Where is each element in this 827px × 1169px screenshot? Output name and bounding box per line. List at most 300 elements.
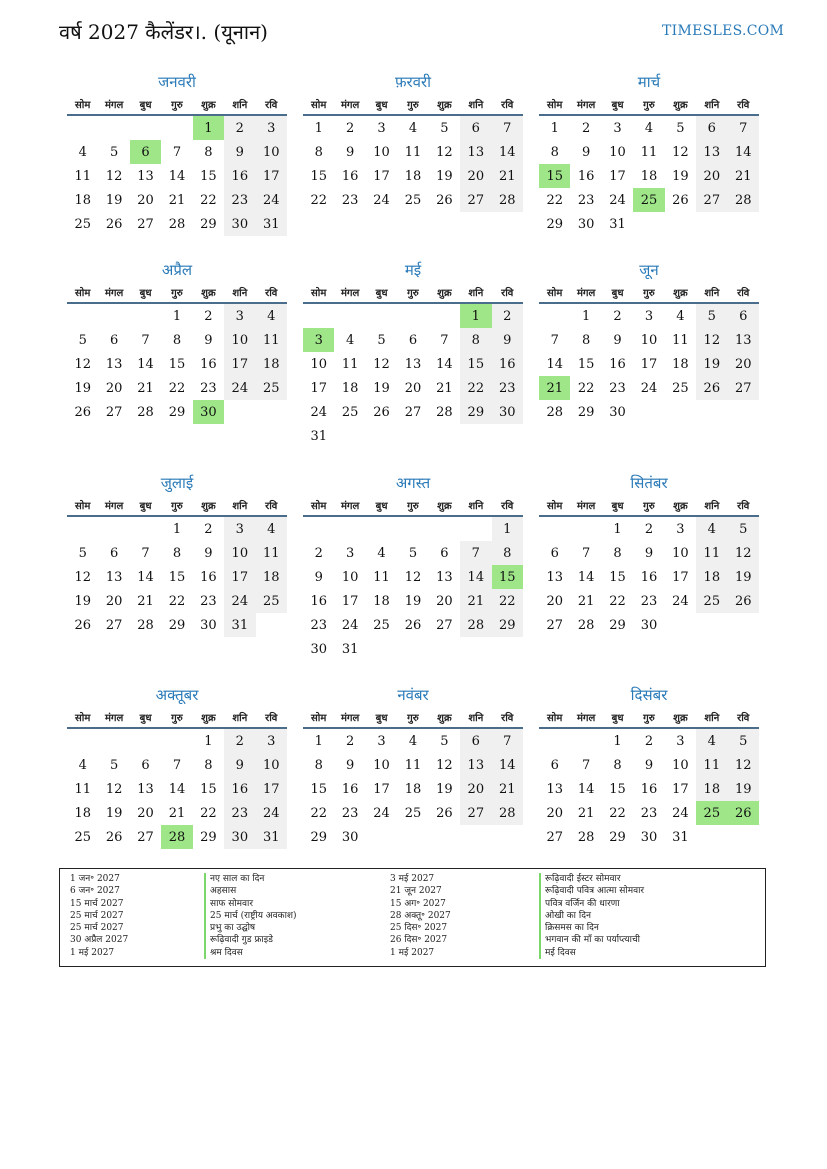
holiday-date: 3 मई 2027 [390, 874, 435, 884]
day-cell: 13 [105, 356, 123, 372]
day-cell: 11 [74, 168, 91, 184]
day-cell: 22 [609, 805, 626, 821]
weekday-label: रवि [501, 100, 514, 111]
weekday-label: बुध [611, 100, 624, 111]
day-cell: 10 [341, 569, 359, 585]
holiday-name: भगवान की माँ का पर्याप्त्याची [539, 934, 644, 946]
holiday-name: ओखी का दिन [539, 910, 644, 922]
day-cell: 16 [341, 781, 359, 797]
day-cell: 23 [577, 192, 595, 208]
day-cell: 15 [609, 781, 626, 797]
month-calendar [67, 260, 287, 424]
weekday-label: बुध [375, 288, 388, 299]
day-cell: 26 [436, 805, 453, 821]
day-cell: 20 [460, 164, 491, 188]
day-cell: 5 [728, 517, 759, 541]
month-calendar [303, 260, 523, 448]
day-cell: 16 [492, 352, 523, 376]
day-cell: 22 [310, 805, 327, 821]
holiday-date: 30 अप्रैल 2027 [70, 935, 129, 946]
day-cell: 22 [546, 192, 563, 208]
day-cell: 15 [310, 168, 327, 184]
holiday-day-cell: 30 [193, 400, 224, 424]
day-cell: 23 [224, 188, 255, 212]
weekday-label: मंगल [576, 713, 596, 724]
day-cell: 12 [728, 753, 759, 777]
day-cell: 5 [109, 144, 119, 160]
day-cell: 14 [728, 140, 759, 164]
empty-cell [98, 304, 129, 328]
day-cell: 12 [436, 144, 453, 160]
day-cell: 6 [109, 332, 119, 348]
empty-cell [366, 517, 397, 541]
holiday-date: 26 दिस॰ 2027 [390, 935, 448, 946]
weekday-label: बुध [139, 100, 152, 111]
weekday-label: शनि [704, 713, 720, 724]
weekday-label: बुध [611, 713, 624, 724]
day-cell: 22 [577, 380, 595, 396]
page-title: वर्ष 2027 कैलेंडर।. (यूनान) [59, 20, 268, 44]
empty-cell [67, 116, 98, 140]
empty-cell [366, 304, 397, 328]
month-name: जून [639, 261, 659, 279]
holiday-dates-col2 [390, 873, 451, 959]
day-cell: 5 [440, 120, 449, 136]
empty-cell [460, 517, 491, 541]
day-cell: 7 [172, 757, 182, 773]
day-cell: 21 [168, 192, 186, 208]
day-cell: 27 [546, 829, 563, 845]
day-cell: 28 [577, 617, 595, 633]
holiday-name: रूढ़िवादी गुड फ्राइडे [204, 934, 297, 946]
holiday-name: साफ सोमवार [204, 898, 297, 910]
day-cell: 19 [672, 168, 689, 184]
day-cell: 8 [314, 757, 323, 773]
day-cell: 28 [137, 404, 154, 420]
day-cell: 10 [373, 757, 390, 773]
day-cell: 1 [492, 517, 523, 541]
day-cell: 21 [436, 380, 453, 396]
weekday-label: गुरु [643, 288, 655, 299]
day-cell: 14 [168, 781, 186, 797]
day-cell: 19 [728, 777, 759, 801]
month-calendar [539, 72, 759, 236]
day-grid [67, 304, 287, 424]
day-cell: 16 [224, 164, 255, 188]
day-cell: 13 [460, 753, 491, 777]
weekday-label: शुक्र [437, 713, 452, 724]
weekday-label: बुध [611, 501, 624, 512]
day-cell: 3 [224, 304, 255, 328]
holiday-names-col2 [539, 873, 644, 959]
day-cell: 14 [577, 781, 595, 797]
weekday-label: शुक्र [201, 713, 216, 724]
day-cell: 21 [137, 380, 154, 396]
day-cell: 14 [137, 569, 154, 585]
day-cell: 25 [74, 829, 91, 845]
day-cell: 19 [105, 192, 123, 208]
day-cell: 6 [141, 757, 150, 773]
day-cell: 16 [640, 781, 658, 797]
weekday-label: गुरु [171, 713, 183, 724]
day-cell: 4 [676, 308, 685, 324]
weekday-label: सोम [75, 100, 91, 111]
day-cell: 29 [168, 617, 186, 633]
day-cell: 9 [224, 753, 255, 777]
empty-cell [539, 517, 570, 541]
weekday-label: सोम [75, 288, 91, 299]
day-cell: 4 [408, 120, 418, 136]
day-cell: 7 [492, 729, 523, 753]
day-cell: 13 [460, 140, 491, 164]
day-cell: 13 [105, 569, 123, 585]
day-cell: 3 [256, 116, 287, 140]
holiday-day-cell: 3 [303, 328, 334, 352]
day-grid [539, 116, 759, 236]
day-cell: 1 [314, 120, 323, 136]
day-cell: 21 [137, 593, 154, 609]
weekday-label: गुरु [171, 288, 183, 299]
site-link[interactable]: TIMESLES.COM [662, 23, 785, 39]
day-cell: 19 [404, 593, 422, 609]
month-name: सितंबर [630, 474, 668, 492]
holiday-date: 1 मई 2027 [390, 947, 435, 958]
day-cell: 18 [696, 777, 727, 801]
weekday-label: शनि [468, 501, 484, 512]
month-calendar [67, 72, 287, 236]
day-cell: 13 [696, 140, 727, 164]
day-cell: 31 [256, 212, 287, 236]
day-cell: 23 [341, 805, 359, 821]
day-cell: 14 [492, 140, 523, 164]
day-cell: 1 [613, 521, 622, 537]
day-grid [67, 729, 287, 849]
day-cell: 26 [105, 829, 123, 845]
day-cell: 26 [105, 216, 123, 232]
day-cell: 8 [204, 757, 213, 773]
weekday-label: गुरु [407, 100, 419, 111]
weekday-label: शनि [704, 288, 720, 299]
day-cell: 22 [168, 380, 186, 396]
month-calendar [303, 473, 523, 661]
day-cell: 30 [224, 212, 255, 236]
day-cell: 3 [676, 733, 685, 749]
weekday-label: रवि [737, 501, 750, 512]
weekday-label: शुक्र [201, 501, 216, 512]
weekday-label: मंगल [104, 501, 124, 512]
holiday-day-cell: 15 [492, 565, 523, 589]
empty-cell [130, 304, 161, 328]
weekday-label: मंगल [576, 288, 596, 299]
weekday-label: गुरु [407, 501, 419, 512]
day-cell: 14 [577, 569, 595, 585]
day-cell: 8 [492, 541, 523, 565]
day-cell: 31 [224, 613, 255, 637]
day-cell: 10 [224, 541, 255, 565]
day-cell: 26 [74, 617, 91, 633]
day-cell: 24 [310, 404, 327, 420]
day-cell: 9 [581, 144, 591, 160]
empty-cell [429, 517, 460, 541]
day-cell: 29 [546, 216, 563, 232]
day-cell: 22 [609, 593, 626, 609]
day-cell: 10 [672, 757, 689, 773]
month-calendar [539, 685, 759, 849]
day-cell: 5 [109, 757, 119, 773]
day-cell: 17 [373, 168, 390, 184]
day-cell: 19 [436, 168, 453, 184]
weekday-label: सोम [547, 288, 563, 299]
weekday-label: सोम [75, 501, 91, 512]
weekday-label: बुध [611, 288, 624, 299]
day-cell: 4 [696, 729, 727, 753]
day-cell: 3 [377, 120, 386, 136]
day-cell: 1 [613, 733, 622, 749]
day-cell: 7 [172, 144, 182, 160]
day-cell: 19 [436, 781, 453, 797]
day-cell: 19 [74, 593, 91, 609]
day-cell: 3 [377, 733, 386, 749]
day-cell: 5 [728, 729, 759, 753]
day-cell: 13 [546, 781, 563, 797]
weekday-label: मंगल [340, 713, 360, 724]
day-cell: 13 [436, 569, 453, 585]
day-grid [67, 517, 287, 637]
weekday-label: गुरु [643, 713, 655, 724]
day-cell: 9 [613, 332, 622, 348]
day-cell: 22 [168, 593, 186, 609]
day-cell: 10 [609, 144, 626, 160]
day-cell: 23 [640, 805, 658, 821]
weekday-header [303, 97, 523, 116]
day-cell: 13 [137, 781, 154, 797]
day-cell: 11 [256, 541, 287, 565]
weekday-label: शुक्र [437, 100, 452, 111]
day-cell: 11 [74, 781, 91, 797]
day-cell: 31 [672, 829, 689, 845]
day-cell: 30 [310, 641, 327, 657]
day-cell: 29 [460, 400, 491, 424]
day-cell: 11 [404, 757, 422, 773]
day-cell: 2 [204, 521, 213, 537]
holiday-date: 21 जून 2027 [390, 886, 442, 897]
month-calendar [303, 72, 523, 212]
weekday-label: सोम [547, 100, 563, 111]
day-cell: 3 [256, 729, 287, 753]
day-cell: 29 [200, 829, 217, 845]
day-cell: 6 [550, 757, 559, 773]
weekday-header [539, 498, 759, 517]
day-cell: 26 [404, 617, 422, 633]
day-cell: 25 [404, 192, 422, 208]
weekday-label: बुध [375, 100, 388, 111]
day-cell: 2 [345, 733, 355, 749]
day-cell: 29 [310, 829, 327, 845]
weekday-label: रवि [737, 288, 750, 299]
day-cell: 12 [373, 356, 390, 372]
weekday-label: शनि [232, 713, 248, 724]
month-name: अप्रैल [161, 261, 193, 279]
day-cell: 16 [200, 569, 217, 585]
day-cell: 15 [460, 352, 491, 376]
empty-cell [397, 304, 428, 328]
day-cell: 20 [105, 380, 123, 396]
day-cell: 2 [492, 304, 523, 328]
day-cell: 5 [78, 332, 87, 348]
day-cell: 12 [696, 328, 727, 352]
weekday-label: शनि [468, 288, 484, 299]
day-cell: 15 [168, 569, 186, 585]
day-cell: 17 [341, 593, 359, 609]
weekday-label: गुरु [643, 100, 655, 111]
day-cell: 30 [224, 825, 255, 849]
day-cell: 26 [672, 192, 689, 208]
weekday-label: रवि [265, 288, 278, 299]
day-cell: 20 [728, 352, 759, 376]
holiday-date: 15 मार्च 2027 [70, 898, 124, 909]
holiday-day-cell: 21 [539, 376, 570, 400]
day-cell: 30 [200, 617, 217, 633]
day-cell: 17 [373, 781, 390, 797]
holiday-name: पवित्र वर्जिन की धारणा [539, 898, 644, 910]
day-cell: 18 [256, 565, 287, 589]
day-cell: 7 [581, 545, 591, 561]
holiday-name: नए साल का दिन [204, 873, 297, 885]
day-cell: 17 [256, 777, 287, 801]
day-cell: 10 [224, 328, 255, 352]
day-cell: 21 [577, 593, 595, 609]
holiday-date: 25 मार्च 2027 [70, 923, 124, 934]
weekday-label: रवि [737, 100, 750, 111]
weekday-label: रवि [501, 713, 514, 724]
empty-cell [303, 517, 334, 541]
holiday-date: 25 मार्च 2027 [70, 910, 124, 921]
day-cell: 17 [640, 356, 658, 372]
day-cell: 24 [256, 801, 287, 825]
day-cell: 8 [172, 545, 182, 561]
day-cell: 30 [492, 400, 523, 424]
day-cell: 19 [728, 565, 759, 589]
day-cell: 19 [373, 380, 390, 396]
month-calendar [303, 685, 523, 849]
day-cell: 12 [404, 569, 422, 585]
day-cell: 14 [492, 753, 523, 777]
day-cell: 31 [310, 428, 327, 444]
weekday-label: गुरु [171, 100, 183, 111]
day-cell: 5 [440, 733, 449, 749]
day-cell: 1 [204, 733, 213, 749]
weekday-header [67, 710, 287, 729]
weekday-header [303, 710, 523, 729]
weekday-label: सोम [547, 501, 563, 512]
holiday-date: 6 जन॰ 2027 [70, 886, 120, 897]
day-grid [303, 304, 523, 448]
day-cell: 21 [460, 589, 491, 613]
holiday-day-cell: 15 [539, 164, 570, 188]
day-cell: 30 [640, 829, 658, 845]
day-cell: 22 [460, 376, 491, 400]
weekday-label: गुरु [407, 288, 419, 299]
day-cell: 4 [696, 517, 727, 541]
day-cell: 9 [224, 140, 255, 164]
holiday-date: 1 मई 2027 [70, 947, 115, 958]
day-cell: 28 [546, 404, 563, 420]
weekday-label: सोम [311, 501, 327, 512]
day-cell: 16 [224, 777, 255, 801]
weekday-label: मंगल [340, 100, 360, 111]
empty-cell [539, 729, 570, 753]
month-calendar [67, 685, 287, 849]
weekday-label: शनि [232, 100, 248, 111]
day-cell: 3 [224, 517, 255, 541]
holiday-date: 25 दिस॰ 2027 [390, 923, 448, 934]
day-cell: 8 [460, 328, 491, 352]
day-cell: 24 [373, 805, 390, 821]
day-cell: 25 [404, 805, 422, 821]
empty-cell [429, 304, 460, 328]
day-cell: 23 [224, 801, 255, 825]
weekday-label: शुक्र [201, 100, 216, 111]
weekday-label: बुध [139, 713, 152, 724]
day-cell: 16 [640, 569, 658, 585]
day-cell: 10 [640, 332, 658, 348]
day-cell: 28 [492, 188, 523, 212]
month-calendar [67, 473, 287, 637]
day-cell: 5 [676, 120, 685, 136]
day-cell: 17 [672, 781, 689, 797]
day-cell: 17 [256, 164, 287, 188]
day-cell: 27 [460, 188, 491, 212]
weekday-label: शुक्र [673, 288, 688, 299]
day-cell: 31 [256, 825, 287, 849]
day-cell: 13 [404, 356, 422, 372]
day-cell: 23 [310, 617, 327, 633]
day-cell: 10 [672, 545, 689, 561]
weekday-label: मंगल [340, 288, 360, 299]
weekday-label: रवि [265, 100, 278, 111]
weekday-label: सोम [547, 713, 563, 724]
day-grid [303, 729, 523, 849]
day-cell: 12 [728, 541, 759, 565]
day-cell: 26 [436, 192, 453, 208]
month-name: दिसंबर [630, 686, 668, 704]
empty-cell [130, 116, 161, 140]
weekday-label: रवि [265, 713, 278, 724]
day-cell: 27 [137, 216, 154, 232]
day-cell: 24 [341, 617, 359, 633]
day-cell: 20 [404, 380, 422, 396]
weekday-label: मंगल [104, 100, 124, 111]
day-cell: 14 [460, 565, 491, 589]
day-grid [303, 517, 523, 661]
day-cell: 8 [204, 144, 213, 160]
day-cell: 5 [377, 332, 386, 348]
holiday-name: 25 मार्च (राष्ट्रीय अवकाश) [204, 910, 297, 922]
holiday-list [59, 868, 766, 967]
month-name: अगस्त [395, 474, 431, 492]
day-cell: 23 [492, 376, 523, 400]
holiday-name: प्रभु का उद्घोष [204, 922, 297, 934]
empty-cell [570, 517, 601, 541]
empty-cell [98, 729, 129, 753]
weekday-label: शुक्र [673, 713, 688, 724]
empty-cell [130, 729, 161, 753]
day-cell: 11 [404, 144, 422, 160]
day-cell: 2 [224, 116, 255, 140]
day-cell: 7 [728, 116, 759, 140]
day-cell: 24 [224, 589, 255, 613]
day-cell: 22 [492, 589, 523, 613]
